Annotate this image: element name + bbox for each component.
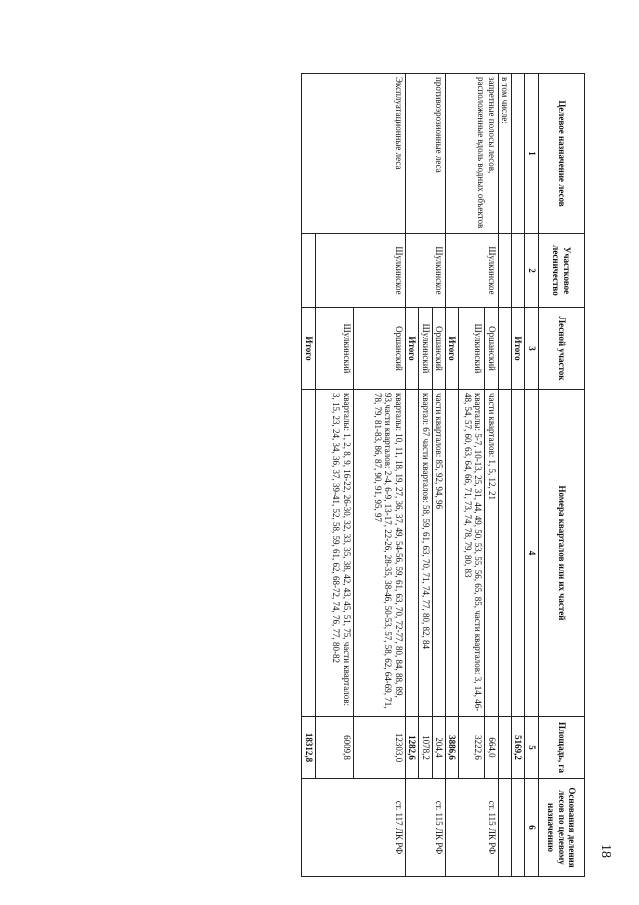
col-number: 2	[525, 234, 538, 308]
table-cell	[498, 234, 511, 308]
col-number: 1	[525, 74, 538, 234]
area-cell: 12303,0	[353, 717, 405, 779]
total-area: 1282,6	[405, 717, 418, 779]
quarters-cell: квартал: 67 части кварталов: 58, 59, 61, 63, 70, 71, 74, 77, 80, 82, 84	[419, 390, 432, 717]
header-quarters: Номера кварталов или их частей	[538, 390, 584, 717]
table-row	[485, 74, 498, 877]
basis-cell: ст. 115 ЛК РФ	[405, 779, 445, 877]
district-cell: Шулкинское	[405, 234, 445, 308]
table-cell	[445, 390, 458, 717]
area-cell: 664,0	[485, 717, 498, 779]
quarters-cell: части кварталов: 1, 5, 12, 21	[485, 390, 498, 717]
table-cell	[302, 234, 316, 308]
header-district: Участковое лесничество	[538, 234, 584, 308]
col-number: 3	[525, 308, 538, 390]
quarters-cell: части кварталов: 85, 92, 94, 96	[432, 390, 445, 717]
area-cell: 1078,2	[419, 717, 432, 779]
in-that-number-label: в том числе:	[498, 74, 511, 234]
basis-cell: ст. 115 ЛК РФ	[445, 779, 498, 877]
section-cell: Шулкинский	[315, 308, 353, 390]
column-number-row	[525, 74, 538, 877]
header-area: Площадь, га	[538, 717, 584, 779]
header-basis: Основания деления лесов по целевому назначению	[538, 779, 584, 877]
total-label: Итого	[512, 308, 525, 390]
section-cell: Шулкинский	[419, 308, 432, 390]
table-cell	[512, 779, 525, 877]
total-area: 18312,8	[302, 717, 316, 779]
col-number: 5	[525, 717, 538, 779]
section-cell: Оршанский	[432, 308, 445, 390]
header-row	[538, 74, 584, 877]
table-row	[432, 74, 445, 877]
table-cell	[498, 779, 511, 877]
quarters-cell: кварталы: 10, 11, 18, 19, 27, 36, 37, 49, 54-56, 59, 61, 63, 70, 72-77, 80, 84, 88, 89, 93,части кварталов: 2-4, 6-9, 13-17, 22-26, 28-35, 38-46, 50-53, 57, 58, 62, 64-69, 71, 78, 79, 81-83, 86, 87, 90, 91, 95, 97	[353, 390, 405, 717]
table-cell	[405, 390, 418, 717]
district-cell: Шулкинское	[315, 234, 405, 308]
section-cell: Оршанский	[485, 308, 498, 390]
district-cell: Шулкинское	[445, 234, 498, 308]
quarters-cell: кварталы: 5-7, 10-13, 25, 31, 44, 49, 50, 53, 55, 56, 65, 85, части кварталов: 3, 14, 46-48, 54, 57, 60, 63, 64, 66, 71, 73, 74, 78, 79, 80, 83	[459, 390, 485, 717]
col-number: 6	[525, 779, 538, 877]
header-purpose: Целевое назначение лесов	[538, 74, 584, 234]
table-row	[498, 74, 511, 877]
table-cell	[512, 234, 525, 308]
col-number: 4	[525, 390, 538, 717]
total-label: Итого	[302, 308, 316, 390]
table-cell	[498, 717, 511, 779]
table-cell	[512, 390, 525, 717]
area-cell: 6009,8	[315, 717, 353, 779]
purpose-cell: запретные полосы лесов, расположенные вдоль водных объектов	[445, 74, 498, 234]
table-cell	[302, 390, 316, 717]
area-cell: 204,4	[432, 717, 445, 779]
section-cell: Оршанский	[353, 308, 405, 390]
table-cell	[498, 308, 511, 390]
page-number: 18	[598, 844, 613, 858]
total-label: Итого	[405, 308, 418, 390]
table-cell	[512, 74, 525, 234]
purpose-cell: противоэрозионные леса	[405, 74, 445, 234]
basis-cell: ст. 117 ЛК РФ	[302, 779, 406, 877]
total-area: 3886,6	[445, 717, 458, 779]
document-table-sheet	[301, 73, 585, 876]
area-cell: 3222,6	[459, 717, 485, 779]
quarters-cell: кварталы: 1, 2, 8, 9, 16-22, 26-30, 32, 33, 35, 38, 42, 43, 45, 51, 75, части кварталов: 3, 15, 23, 24, 34, 36, 37, 39-41, 52, 58, 59, 61, 62, 68-72, 74, 76, 77, 80-82	[315, 390, 353, 717]
table-cell	[498, 390, 511, 717]
total-area: 5169,2	[512, 717, 525, 779]
total-label: Итого	[445, 308, 458, 390]
forest-purpose-table	[301, 73, 585, 877]
header-section: Лесной участок	[538, 308, 584, 390]
table-row	[512, 74, 525, 877]
purpose-cell: Эксплуатационные леса	[302, 74, 406, 234]
section-cell: Шулкинский	[459, 308, 485, 390]
table-row	[353, 74, 405, 877]
